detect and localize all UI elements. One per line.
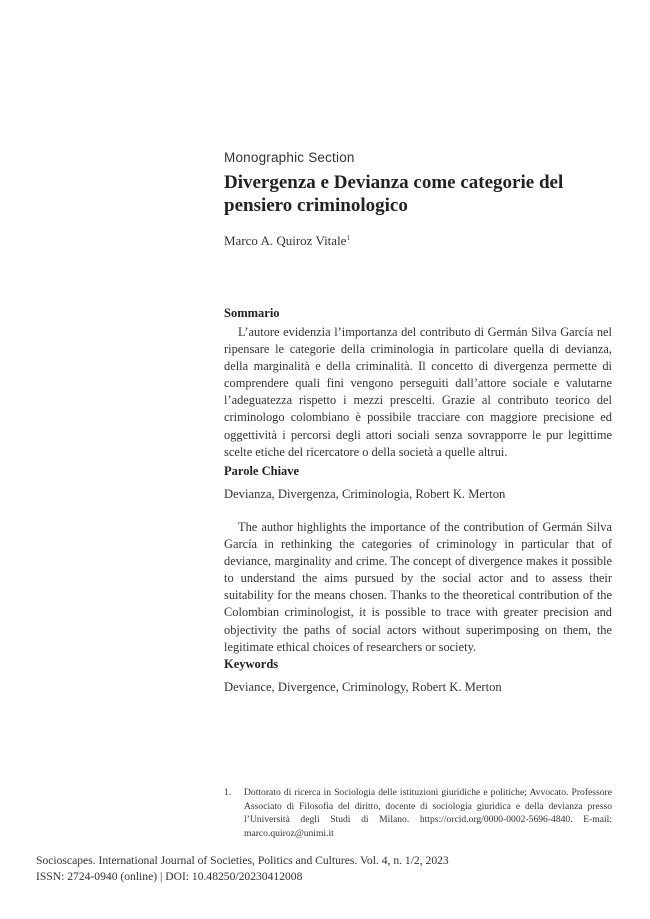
article-title: Divergenza e Devianza come categorie del pensiero criminologico — [224, 172, 564, 216]
page-footer — [36, 853, 449, 885]
footnote-number: 1. — [224, 787, 232, 798]
journal-citation: Socioscapes. International Journal of Societies, Politics and Cultures. Vol. 4, n. 1/2, 2023 — [36, 854, 449, 867]
italian-keywords: Devianza, Divergenza, Criminologia, Robert K. Merton — [224, 487, 506, 501]
sommario-heading: Sommario — [224, 306, 280, 320]
italian-abstract: L’autore evidenzia l’importanza del contributo di Germán Silva García nel ripensare le categorie della criminologia in particolare quella di devianza, della marginalità e della criminalità. Il concetto di divergenza permette di comprendere quali fini vengono perseguiti dall’attore sociale e valutarne l’adeguatezza rispetto i mezzi prescelti. Grazie al contributo teorico del criminologo colombiano è possibile tracciare con maggiore precisione ed oggettività i percorsi degli attori sociali senza sovrapporre le pur legittime scelte etiche del ricercatore o della società a quelle altrui. — [224, 325, 612, 459]
keywords-heading: Keywords — [224, 657, 279, 671]
footnote — [224, 786, 612, 840]
section-label: Monographic Section — [224, 150, 355, 165]
parole-chiave-heading: Parole Chiave — [224, 464, 300, 478]
english-keywords: Deviance, Divergence, Criminology, Robert K. Merton — [224, 680, 502, 694]
author-name: Marco A. Quiroz Vitale — [224, 233, 347, 248]
issn-doi: ISSN: 2724-0940 (online) | DOI: 10.48250/20230412008 — [36, 870, 303, 883]
footnote-text: Dottorato di ricerca in Sociologia delle istituzioni giuridiche e politiche; Avvocato. Professore Associato di Filosofia del diritto, docente di sociologia giuridica e della devianza presso l’Università degli Studi di Milano. https://orcid.org/0000-0002-5696-4840. E-mail: marco.quiroz@unimi.it — [244, 787, 612, 839]
english-abstract: The author highlights the importance of the contribution of Germán Silva García in rethinking the categories of criminology in particular that of deviance, marginality and crime. The concept of divergence makes it possible to understand the aims pursued by the social actor and to assess their suitability for the means chosen. Thanks to the theoretical contribution of the Colombian criminologist, it is possible to trace with greater precision and objectivity the paths of social actors without superimposing on them, the legitimate ethical choices of researchers or society. — [224, 520, 612, 654]
author-footnote-mark[interactable]: 1 — [346, 234, 350, 242]
author-line — [224, 233, 350, 249]
